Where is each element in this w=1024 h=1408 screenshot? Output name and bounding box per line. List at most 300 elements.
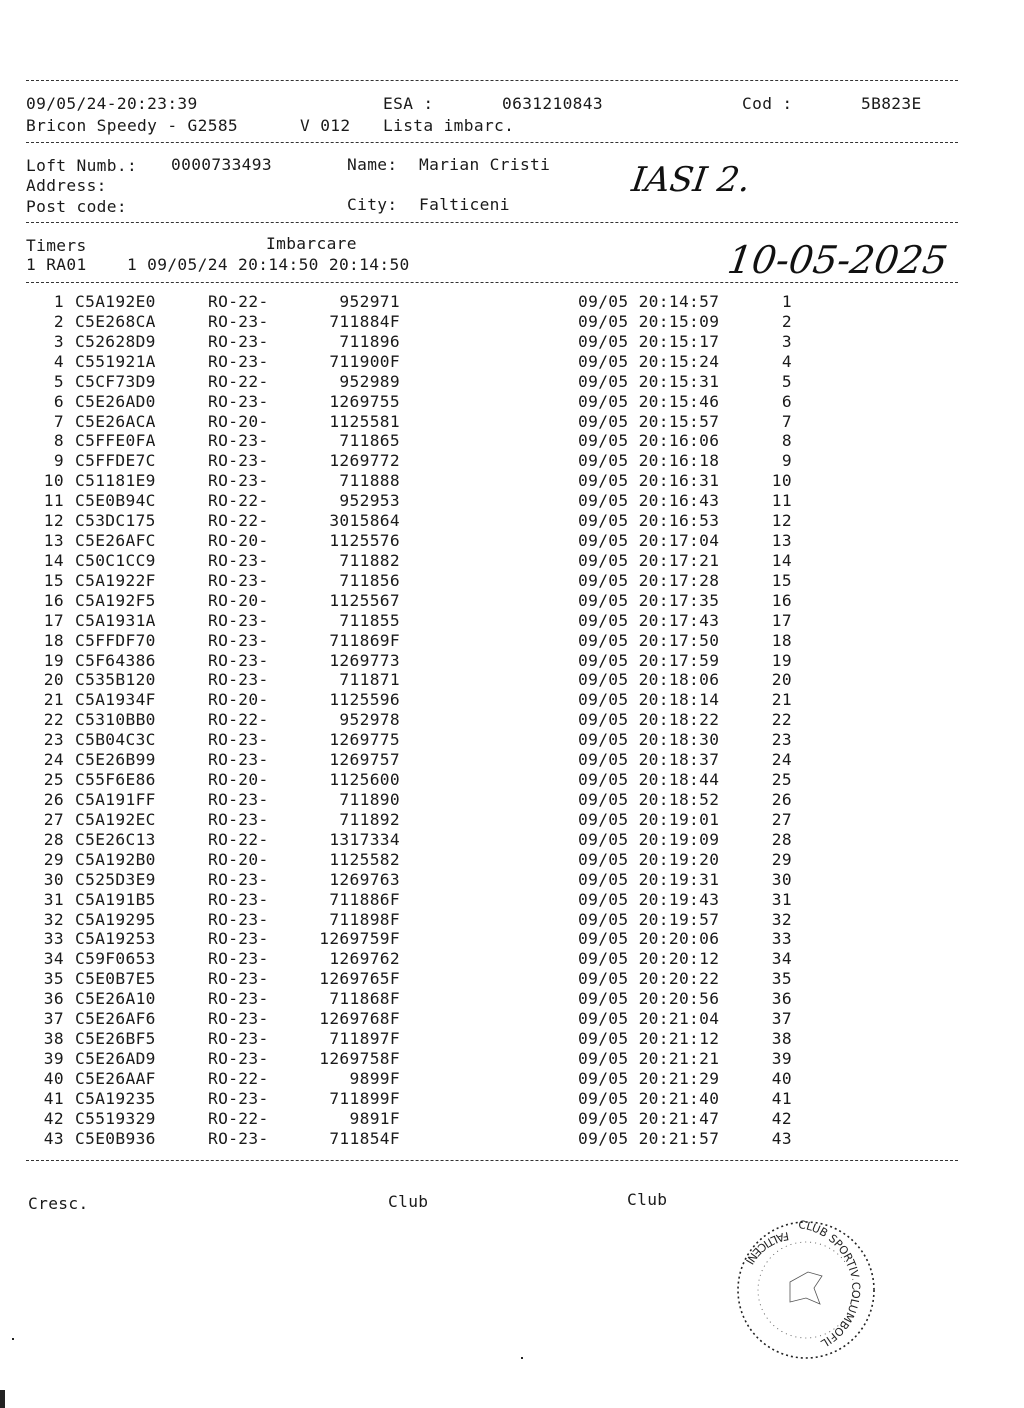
- arrival-time: 09/05 20:16:53: [578, 511, 720, 531]
- chip-id: C5A19295: [75, 909, 156, 929]
- row-number: 11: [43, 491, 64, 511]
- ring-prefix: RO-23-: [208, 1029, 269, 1049]
- arrival-position: 3: [781, 331, 792, 351]
- chip-id: C5E0B936: [75, 1128, 156, 1148]
- table-row: [0, 571, 1024, 591]
- ring-prefix: RO-20-: [208, 590, 269, 610]
- list-title: Lista imbarc.: [383, 116, 515, 135]
- arrival-time: 09/05 20:18:06: [578, 670, 720, 690]
- arrival-time: 09/05 20:21:12: [578, 1029, 720, 1049]
- arrival-position: 36: [771, 989, 792, 1009]
- device-name: Bricon Speedy - G2585: [26, 116, 239, 135]
- ring-number: 3015864: [329, 511, 400, 531]
- separator-header: [26, 142, 958, 143]
- arrival-time: 09/05 20:21:40: [578, 1088, 720, 1108]
- arrival-position: 7: [781, 411, 792, 431]
- address-label: Address:: [26, 176, 107, 195]
- arrival-time: 09/05 20:19:31: [578, 869, 720, 889]
- ring-prefix: RO-23-: [208, 909, 269, 929]
- timers-label: Timers: [26, 236, 87, 255]
- ring-number: 711884F: [329, 311, 400, 331]
- arrival-time: 09/05 20:15:24: [578, 351, 720, 371]
- club-stamp: [728, 1212, 878, 1362]
- owner-name: Marian Cristi: [419, 155, 551, 174]
- esa-label: ESA :: [383, 94, 434, 113]
- ring-number: 9891F: [349, 1108, 400, 1128]
- separator-timers: [26, 282, 958, 283]
- ring-prefix: RO-23-: [208, 431, 269, 451]
- ring-prefix: RO-23-: [208, 311, 269, 331]
- ring-number: 1125596: [329, 690, 400, 710]
- row-number: 34: [43, 949, 64, 969]
- arrival-time: 09/05 20:19:20: [578, 849, 720, 869]
- stamp-text-right: CLUB SPORTIV COLUMBOFIL: [797, 1218, 863, 1350]
- arrival-time: 09/05 20:18:52: [578, 790, 720, 809]
- ring-number: 1125600: [329, 770, 400, 790]
- ring-number: 711871: [339, 670, 400, 690]
- row-number: 6: [53, 391, 64, 411]
- row-number: 2: [53, 311, 64, 331]
- row-number: 7: [53, 411, 64, 431]
- arrival-time: 09/05 20:18:14: [578, 690, 720, 710]
- arrival-time: 09/05 20:20:56: [578, 989, 720, 1009]
- table-row: [0, 451, 1024, 471]
- ring-number: 1269755: [329, 391, 400, 411]
- separator-top: [26, 80, 958, 81]
- cod-label: Cod :: [742, 94, 793, 113]
- table-row: [0, 591, 1024, 611]
- row-number: 24: [43, 750, 64, 770]
- row-number: 21: [43, 690, 64, 710]
- arrival-time: 09/05 20:19:01: [578, 809, 720, 829]
- arrival-position: 37: [771, 1009, 792, 1029]
- chip-id: C5A192B0: [75, 849, 156, 869]
- row-number: 1: [53, 292, 64, 311]
- arrival-position: 26: [771, 790, 792, 809]
- handwritten-race: IASI 2.: [629, 160, 753, 200]
- row-number: 36: [43, 989, 64, 1009]
- ring-number: 711854F: [329, 1128, 400, 1148]
- table-row: [0, 670, 1024, 690]
- table-row: [0, 372, 1024, 392]
- arrival-time: 09/05 20:15:46: [578, 391, 720, 411]
- chip-id: C5A1934F: [75, 690, 156, 710]
- chip-id: C5B04C3C: [75, 730, 156, 750]
- chip-id: C5E26ACA: [75, 411, 156, 431]
- arrival-time: 09/05 20:15:17: [578, 331, 720, 351]
- table-row: [0, 471, 1024, 491]
- arrival-position: 41: [771, 1088, 792, 1108]
- table-row: [0, 312, 1024, 332]
- ring-prefix: RO-23-: [208, 969, 269, 989]
- ring-number: 711869F: [329, 630, 400, 650]
- ring-number: 1269763: [329, 869, 400, 889]
- ring-prefix: RO-20-: [208, 411, 269, 431]
- arrival-time: 09/05 20:17:04: [578, 531, 720, 551]
- loft-label: Loft Numb.:: [26, 156, 138, 175]
- handwritten-date: 10-05-2025: [724, 238, 951, 282]
- chip-id: C53DC175: [75, 511, 156, 531]
- arrival-time: 09/05 20:21:29: [578, 1068, 720, 1088]
- ring-number: 1269762: [329, 949, 400, 969]
- ring-prefix: RO-22-: [208, 710, 269, 730]
- row-number: 12: [43, 511, 64, 531]
- arrival-position: 1: [781, 292, 792, 311]
- arrival-position: 2: [781, 311, 792, 331]
- arrival-time: 09/05 20:17:21: [578, 550, 720, 570]
- arrival-time: 09/05 20:18:22: [578, 710, 720, 730]
- table-row: [0, 870, 1024, 890]
- arrival-position: 8: [781, 431, 792, 451]
- scan-mark: [0, 1390, 5, 1408]
- arrival-position: 11: [771, 491, 792, 511]
- table-row: [0, 651, 1024, 671]
- ring-prefix: RO-22-: [208, 1108, 269, 1128]
- arrival-time: 09/05 20:20:12: [578, 949, 720, 969]
- chip-id: C5A192E0: [75, 292, 156, 311]
- row-number: 40: [43, 1068, 64, 1088]
- arrival-time: 09/05 20:15:31: [578, 371, 720, 391]
- table-row: [0, 1069, 1024, 1089]
- ring-prefix: RO-23-: [208, 1009, 269, 1029]
- city-label: City:: [347, 195, 398, 214]
- arrival-position: 24: [771, 750, 792, 770]
- arrival-time: 09/05 20:20:06: [578, 929, 720, 949]
- ring-prefix: RO-23-: [208, 809, 269, 829]
- chip-id: C5E26AD0: [75, 391, 156, 411]
- table-row: [0, 830, 1024, 850]
- table-row: [0, 1029, 1024, 1049]
- ring-prefix: RO-23-: [208, 949, 269, 969]
- row-number: 30: [43, 869, 64, 889]
- table-row: [0, 949, 1024, 969]
- arrival-time: 09/05 20:16:31: [578, 471, 720, 491]
- table-row: [0, 511, 1024, 531]
- ring-prefix: RO-23-: [208, 1088, 269, 1108]
- ring-prefix: RO-23-: [208, 889, 269, 909]
- table-row: [0, 989, 1024, 1009]
- row-number: 5: [53, 371, 64, 391]
- arrival-time: 09/05 20:21:47: [578, 1108, 720, 1128]
- table-row: [0, 690, 1024, 710]
- ring-prefix: RO-20-: [208, 849, 269, 869]
- arrival-time: 09/05 20:19:09: [578, 829, 720, 849]
- chip-id: C5E26AD9: [75, 1048, 156, 1068]
- arrival-time: 09/05 20:21:04: [578, 1009, 720, 1029]
- chip-id: C5FFDF70: [75, 630, 156, 650]
- ring-prefix: RO-23-: [208, 989, 269, 1009]
- row-number: 23: [43, 730, 64, 750]
- arrival-position: 16: [771, 590, 792, 610]
- table-row: [0, 969, 1024, 989]
- arrival-time: 09/05 20:20:22: [578, 969, 720, 989]
- chip-id: C5A192F5: [75, 590, 156, 610]
- row-number: 16: [43, 590, 64, 610]
- club-label-1: Club: [388, 1192, 429, 1211]
- stamp-pigeon-icon: [790, 1272, 822, 1304]
- arrival-position: 12: [771, 511, 792, 531]
- arrival-time: 09/05 20:17:50: [578, 630, 720, 650]
- ring-prefix: RO-23-: [208, 471, 269, 491]
- ring-number: 952953: [339, 491, 400, 511]
- basketing-list: [0, 292, 1024, 1162]
- ring-number: 1125582: [329, 849, 400, 869]
- arrival-position: 33: [771, 929, 792, 949]
- table-row: [0, 1109, 1024, 1129]
- table-row: [0, 491, 1024, 511]
- arrival-time: 09/05 20:16:06: [578, 431, 720, 451]
- chip-id: C5CF73D9: [75, 371, 156, 391]
- ring-number: 711865: [339, 431, 400, 451]
- city-value: Falticeni: [419, 195, 510, 214]
- chip-id: C5E26C13: [75, 829, 156, 849]
- chip-id: C5E0B7E5: [75, 969, 156, 989]
- arrival-time: 09/05 20:16:18: [578, 451, 720, 471]
- arrival-position: 10: [771, 471, 792, 491]
- arrival-time: 09/05 20:17:43: [578, 610, 720, 630]
- arrival-position: 13: [771, 531, 792, 551]
- ring-prefix: RO-23-: [208, 1128, 269, 1148]
- ring-prefix: RO-23-: [208, 650, 269, 670]
- timer-row: 1 RA01 1 09/05/24 20:14:50 20:14:50: [26, 255, 410, 274]
- ring-number: 711856: [339, 570, 400, 590]
- ring-prefix: RO-22-: [208, 511, 269, 531]
- scan-dot: [521, 1357, 523, 1359]
- arrival-time: 09/05 20:14:57: [578, 292, 720, 311]
- arrival-position: 32: [771, 909, 792, 929]
- arrival-position: 39: [771, 1048, 792, 1068]
- ring-prefix: RO-23-: [208, 929, 269, 949]
- ring-prefix: RO-23-: [208, 869, 269, 889]
- table-row: [0, 332, 1024, 352]
- ring-prefix: RO-20-: [208, 690, 269, 710]
- chip-id: C5FFE0FA: [75, 431, 156, 451]
- ring-prefix: RO-23-: [208, 790, 269, 809]
- ring-number: 1269758F: [319, 1048, 400, 1068]
- chip-id: C5E26B99: [75, 750, 156, 770]
- arrival-time: 09/05 20:17:28: [578, 570, 720, 590]
- row-number: 3: [53, 331, 64, 351]
- row-number: 29: [43, 849, 64, 869]
- arrival-position: 4: [781, 351, 792, 371]
- chip-id: C5310BB0: [75, 710, 156, 730]
- postcode-label: Post code:: [26, 197, 127, 216]
- chip-id: C51181E9: [75, 471, 156, 491]
- table-row: [0, 710, 1024, 730]
- table-row: [0, 770, 1024, 790]
- row-number: 13: [43, 531, 64, 551]
- arrival-position: 6: [781, 391, 792, 411]
- chip-id: C5E268CA: [75, 311, 156, 331]
- chip-id: C5F64386: [75, 650, 156, 670]
- chip-id: C5A192EC: [75, 809, 156, 829]
- ring-number: 1269768F: [319, 1009, 400, 1029]
- separator-owner: [26, 222, 958, 223]
- arrival-position: 23: [771, 730, 792, 750]
- ring-prefix: RO-23-: [208, 750, 269, 770]
- ring-number: 711855: [339, 610, 400, 630]
- imbarcare-label: Imbarcare: [266, 234, 357, 253]
- ring-number: 711896: [339, 331, 400, 351]
- ring-number: 9899F: [349, 1068, 400, 1088]
- table-row: [0, 352, 1024, 372]
- ring-number: 1269773: [329, 650, 400, 670]
- ring-prefix: RO-23-: [208, 550, 269, 570]
- arrival-time: 09/05 20:15:09: [578, 311, 720, 331]
- row-number: 43: [43, 1128, 64, 1148]
- ring-number: 1125581: [329, 411, 400, 431]
- arrival-time: 09/05 20:15:57: [578, 411, 720, 431]
- chip-id: C5A191B5: [75, 889, 156, 909]
- chip-id: C5519329: [75, 1108, 156, 1128]
- ring-number: 1125576: [329, 531, 400, 551]
- table-row: [0, 631, 1024, 651]
- table-row: [0, 850, 1024, 870]
- chip-id: C5E26AF6: [75, 1009, 156, 1029]
- row-number: 31: [43, 889, 64, 909]
- cod-value: 5B823E: [861, 94, 922, 113]
- row-number: 33: [43, 929, 64, 949]
- ring-number: 1269765F: [319, 969, 400, 989]
- ring-prefix: RO-23-: [208, 351, 269, 371]
- arrival-position: 29: [771, 849, 792, 869]
- arrival-position: 34: [771, 949, 792, 969]
- stamp-text-left: FALTICENI: [742, 1228, 790, 1267]
- arrival-position: 17: [771, 610, 792, 630]
- row-number: 9: [53, 451, 64, 471]
- table-row: [0, 1049, 1024, 1069]
- arrival-time: 09/05 20:21:57: [578, 1128, 720, 1148]
- arrival-position: 20: [771, 670, 792, 690]
- arrival-position: 15: [771, 570, 792, 590]
- chip-id: C52628D9: [75, 331, 156, 351]
- arrival-position: 31: [771, 889, 792, 909]
- row-number: 20: [43, 670, 64, 690]
- row-number: 39: [43, 1048, 64, 1068]
- club-label-2: Club: [627, 1190, 668, 1209]
- row-number: 35: [43, 969, 64, 989]
- arrival-time: 09/05 20:19:43: [578, 889, 720, 909]
- row-number: 22: [43, 710, 64, 730]
- arrival-position: 25: [771, 770, 792, 790]
- scan-dot: [12, 1338, 14, 1340]
- chip-id: C5E26A10: [75, 989, 156, 1009]
- ring-prefix: RO-22-: [208, 829, 269, 849]
- table-row: [0, 1089, 1024, 1109]
- ring-number: 1269757: [329, 750, 400, 770]
- chip-id: C5E26AAF: [75, 1068, 156, 1088]
- table-row: [0, 392, 1024, 412]
- table-row: [0, 910, 1024, 930]
- ring-number: 711899F: [329, 1088, 400, 1108]
- row-number: 28: [43, 829, 64, 849]
- arrival-position: 14: [771, 550, 792, 570]
- esa-value: 0631210843: [502, 94, 603, 113]
- table-row: [0, 790, 1024, 810]
- arrival-position: 19: [771, 650, 792, 670]
- ring-number: 711890: [339, 790, 400, 809]
- ring-number: 711898F: [329, 909, 400, 929]
- table-row: [0, 1009, 1024, 1029]
- table-row: [0, 1129, 1024, 1149]
- ring-number: 1269772: [329, 451, 400, 471]
- row-number: 37: [43, 1009, 64, 1029]
- chip-id: C5FFDE7C: [75, 451, 156, 471]
- arrival-position: 21: [771, 690, 792, 710]
- ring-prefix: RO-23-: [208, 630, 269, 650]
- arrival-time: 09/05 20:18:44: [578, 770, 720, 790]
- chip-id: C551921A: [75, 351, 156, 371]
- ring-prefix: RO-20-: [208, 770, 269, 790]
- chip-id: C50C1CC9: [75, 550, 156, 570]
- ring-prefix: RO-23-: [208, 451, 269, 471]
- row-number: 17: [43, 610, 64, 630]
- loft-number: 0000733493: [171, 155, 272, 174]
- firmware-version: V 012: [300, 116, 351, 135]
- row-number: 41: [43, 1088, 64, 1108]
- arrival-position: 27: [771, 809, 792, 829]
- print-datetime: 09/05/24-20:23:39: [26, 94, 198, 113]
- arrival-position: 42: [771, 1108, 792, 1128]
- ring-prefix: RO-23-: [208, 730, 269, 750]
- table-row: [0, 890, 1024, 910]
- row-number: 4: [53, 351, 64, 371]
- arrival-position: 40: [771, 1068, 792, 1088]
- arrival-time: 09/05 20:18:30: [578, 730, 720, 750]
- ring-prefix: RO-23-: [208, 670, 269, 690]
- table-row: [0, 431, 1024, 451]
- row-number: 19: [43, 650, 64, 670]
- arrival-position: 22: [771, 710, 792, 730]
- cresc-label: Cresc.: [28, 1194, 89, 1213]
- name-label: Name:: [347, 155, 398, 174]
- row-number: 15: [43, 570, 64, 590]
- table-row: [0, 292, 1024, 312]
- ring-prefix: RO-22-: [208, 1068, 269, 1088]
- row-number: 32: [43, 909, 64, 929]
- chip-id: C55F6E86: [75, 770, 156, 790]
- table-row: [0, 730, 1024, 750]
- table-row: [0, 531, 1024, 551]
- arrival-position: 5: [781, 371, 792, 391]
- arrival-time: 09/05 20:18:37: [578, 750, 720, 770]
- arrival-position: 38: [771, 1029, 792, 1049]
- row-number: 18: [43, 630, 64, 650]
- row-number: 8: [53, 431, 64, 451]
- arrival-position: 28: [771, 829, 792, 849]
- arrival-time: 09/05 20:19:57: [578, 909, 720, 929]
- ring-prefix: RO-22-: [208, 371, 269, 391]
- chip-id: C5A1931A: [75, 610, 156, 630]
- arrival-time: 09/05 20:21:21: [578, 1048, 720, 1068]
- table-row: [0, 810, 1024, 830]
- ring-number: 1269775: [329, 730, 400, 750]
- chip-id: C59F0653: [75, 949, 156, 969]
- row-number: 10: [43, 471, 64, 491]
- chip-id: C535B120: [75, 670, 156, 690]
- ring-prefix: RO-23-: [208, 331, 269, 351]
- separator-bottom: [26, 1160, 958, 1161]
- ring-prefix: RO-22-: [208, 292, 269, 311]
- arrival-time: 09/05 20:17:59: [578, 650, 720, 670]
- row-number: 42: [43, 1108, 64, 1128]
- ring-number: 1125567: [329, 590, 400, 610]
- chip-id: C5A1922F: [75, 570, 156, 590]
- ring-number: 1317334: [329, 829, 400, 849]
- chip-id: C525D3E9: [75, 869, 156, 889]
- arrival-position: 30: [771, 869, 792, 889]
- arrival-position: 43: [771, 1128, 792, 1148]
